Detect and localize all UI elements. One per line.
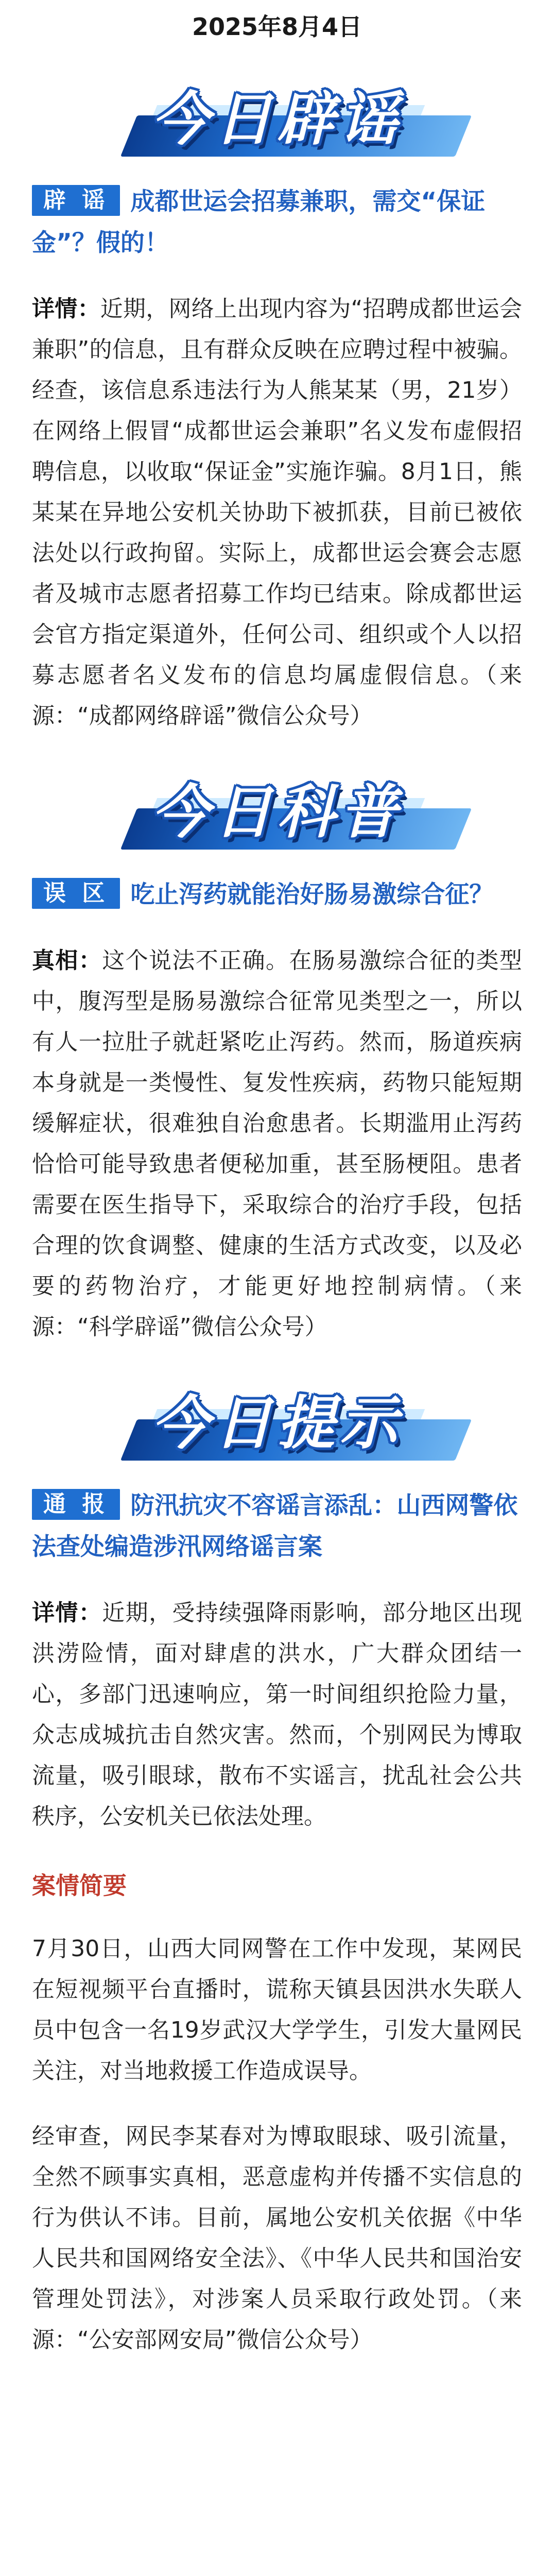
section-tag: 辟 谣 xyxy=(32,185,120,216)
headline-text: 成都世运会招募兼职，需交“保证金”？假的！ xyxy=(32,188,486,257)
body-lead-label: 详情： xyxy=(32,1600,102,1626)
publish-date: 2025年8月4日 xyxy=(192,13,362,41)
section-banner-debunk xyxy=(0,43,554,172)
banner-title: 今日提示 xyxy=(151,1390,403,1457)
section-tag: 通 报 xyxy=(32,1489,120,1520)
headline-text: 防汛抗灾不容谣言添乱：山西网警依法查处编造涉汛网络谣言案 xyxy=(32,1492,518,1561)
section-headline xyxy=(32,874,522,916)
body-lead-label: 详情： xyxy=(32,296,100,322)
body-lead-label: 真相： xyxy=(32,947,102,974)
section-body xyxy=(32,1592,522,1837)
case-paragraph: 经审查，网民李某春对为博取眼球、吸引流量，全然不顾事实真相，恶意虚构并传播不实信息的行为供认不讳。目前，属地公安机关依据《中华人民共和国网络安全法》、《中华人民共和国治安管理处罚法》，对涉案人员采取行政处罚。（来源：“公安部网安局”微信公众号） xyxy=(32,2123,522,2353)
banner-title: 今日科普 xyxy=(151,779,403,846)
section-body xyxy=(32,289,522,736)
banner-title: 今日辟谣 xyxy=(151,86,403,153)
section-banner-notice xyxy=(0,1347,554,1476)
section-headline xyxy=(32,181,522,264)
section-headline xyxy=(32,1485,522,1568)
headline-text: 吃止泻药就能治好肠易激综合征？ xyxy=(130,880,494,909)
case-summary-heading: 案情简要 xyxy=(32,1872,127,1900)
section-body xyxy=(32,940,522,1347)
body-text: 近期，受持续强降雨影响，部分地区出现洪涝险情，面对肆虐的洪水，广大群众团结一心，多部门迅速响应，第一时间组织抢险力量，众志成城抗击自然灾害。然而，个别网民为博取流量，吸引眼球，散布不实谣言，扰乱社会公共秩序，公安机关已依法处理。 xyxy=(32,1600,523,1829)
case-paragraph: 7月30日，山西大同网警在工作中发现，某网民在短视频平台直播时，谎称天镇县因洪水失联人员中包含一名19岁武汉大学学生，引发大量网民关注，对当地救援工作造成误导。 xyxy=(32,1936,522,2084)
section-tag: 误 区 xyxy=(32,878,120,909)
body-text: 这个说法不正确。在肠易激综合征的类型中，腹泻型是肠易激综合征常见类型之一，所以有人一拉肚子就赶紧吃止泻药。然而，肠道疾病本身就是一类慢性、复发性疾病，药物只能短期缓解症状，很难独自治愈患者。长期滥用止泻药恰恰可能导致患者便秘加重，甚至肠梗阻。患者需要在医生指导下，采取综合的治疗手段，包括合理的饮食调整、健康的生活方式改变，以及必要的药物治疗，才能更好地控制病情。（来源：“科学辟谣”微信公众号） xyxy=(32,947,523,1340)
section-banner-science xyxy=(0,736,554,865)
body-text: 近期，网络上出现内容为“招聘成都世运会兼职”的信息，且有群众反映在应聘过程中被骗。经查，该信息系违法行为人熊某某（男，21岁）在网络上假冒“成都世运会兼职”名义发布虚假招聘信息，以收取“保证金”实施诈骗。8月1日，熊某某在异地公安机关协助下被抓获，目前已被依法处以行政拘留。实际上，成都世运会赛会志愿者及城市志愿者招募工作均已结束。除成都世运会官方指定渠道外，任何公司、组织或个人以招募志愿者名义发布的信息均属虚假信息。（来源：“成都网络辟谣”微信公众号） xyxy=(32,296,523,729)
